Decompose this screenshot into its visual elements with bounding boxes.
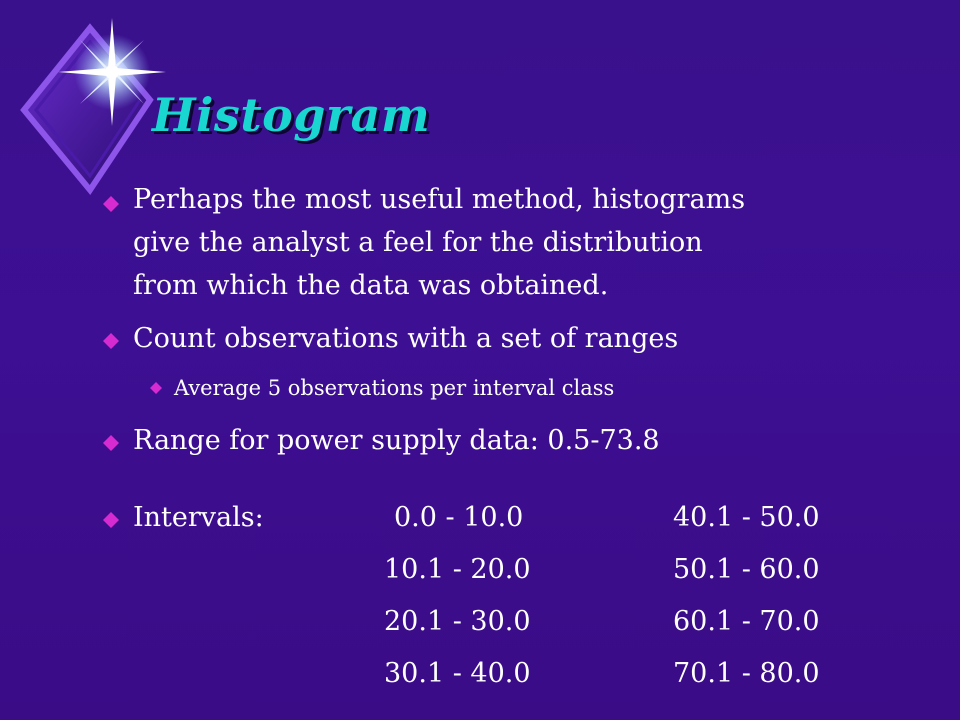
interval-cell: 40.1 - 50.0 [673, 502, 820, 533]
interval-cell: 70.1 - 80.0 [673, 658, 820, 689]
bullet-diamond-icon [103, 512, 119, 528]
intervals-label: Intervals: [133, 502, 264, 533]
slide-title: Histogram [152, 88, 431, 142]
sub-bullet-text: Average 5 observations per interval class [174, 376, 615, 400]
bullet-diamond-icon [103, 435, 119, 451]
bullet-diamond-icon [103, 196, 119, 212]
interval-cell: 60.1 - 70.0 [673, 606, 820, 637]
bullet-diamond-icon [103, 333, 119, 349]
interval-cell: 20.1 - 30.0 [384, 606, 531, 637]
interval-cell: 0.0 - 10.0 [394, 502, 524, 533]
bullet-text-2: Count observations with a set of ranges [133, 323, 679, 354]
bullet-text-1-line-1: Perhaps the most useful method, histograms [133, 184, 746, 215]
bullet-text-3: Range for power supply data: 0.5-73.8 [133, 425, 660, 456]
interval-cell: 30.1 - 40.0 [384, 658, 531, 689]
sub-bullet-diamond-icon [150, 382, 162, 394]
bullet-text-1-line-3: from which the data was obtained. [133, 270, 609, 301]
bullet-text-1-line-2: give the analyst a feel for the distribution [133, 227, 703, 258]
interval-cell: 10.1 - 20.0 [384, 554, 531, 585]
interval-cell: 50.1 - 60.0 [673, 554, 820, 585]
